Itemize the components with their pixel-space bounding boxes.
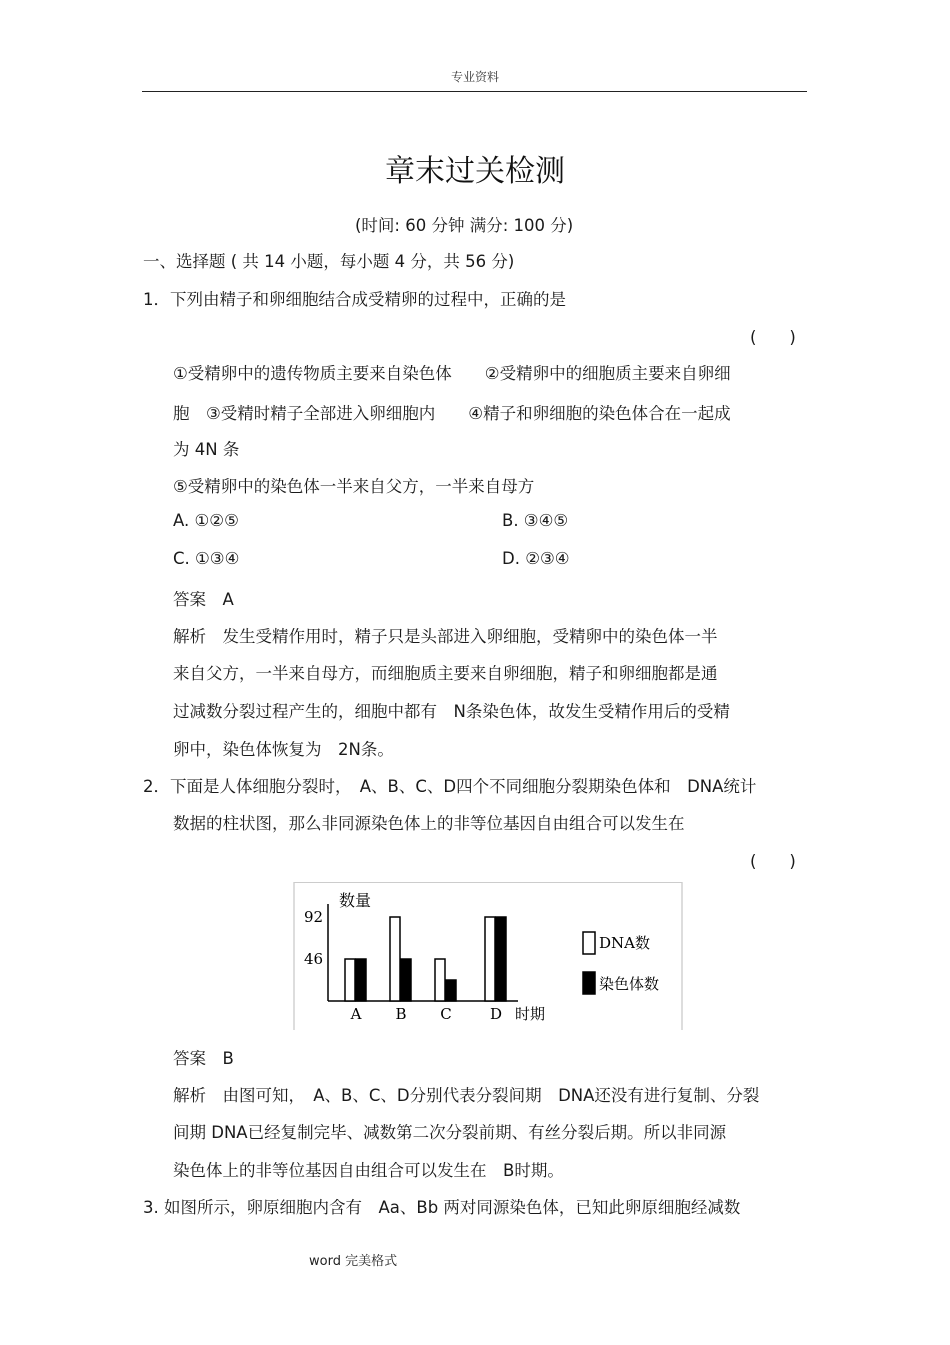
page-footer: word 完美格式 — [309, 1254, 398, 1269]
bar-chromosome — [496, 917, 506, 1001]
q1-option-b: B. ③④⑤ — [502, 511, 569, 530]
q1-statement-line: ①受精卵中的遗传物质主要来自染色体 ②受精卵中的细胞质主要来自卵细 — [173, 364, 731, 383]
q1-answer: 答案 A — [173, 590, 234, 609]
x-tick-label: A — [350, 1005, 362, 1023]
x-tick-label: B — [395, 1005, 407, 1023]
q1-explanation-line: 卵中，染色体恢复为 2N条。 — [173, 740, 394, 759]
page-title: 章末过关检测 — [385, 154, 565, 189]
bar-dna — [435, 959, 445, 1001]
legend-label-dna: DNA数 — [599, 934, 650, 952]
q2-explanation-line: 解析 由图可知， A、B、C、D分别代表分裂间期 DNA还没有进行复制、分裂 — [173, 1086, 760, 1105]
bar-chromosome — [356, 959, 366, 1001]
q2-stem: 2．下面是人体细胞分裂时， A、B、C、D四个不同细胞分裂期染色体和 DNA统计 — [143, 777, 757, 796]
exam-subtitle: (时间: 60 分钟 满分: 100 分) — [355, 216, 574, 235]
q1-statement-line: 为 4N 条 — [173, 440, 240, 459]
bar-chart-svg — [293, 882, 683, 1030]
header-rule — [142, 91, 807, 92]
q3-stem: 3. 如图所示，卵原细胞内含有 Aa、Bb 两对同源染色体，已知此卵原细胞经减数 — [143, 1198, 741, 1217]
q2-answer-bracket: ( ) — [750, 852, 796, 871]
q2-answer: 答案 B — [173, 1049, 234, 1068]
bar-chromosome — [401, 959, 411, 1001]
legend-swatch-dna — [583, 932, 595, 954]
q2-explanation-line: 间期 DNA已经复制完毕、减数第二次分裂前期、有丝分裂后期。所以非同源 — [173, 1123, 727, 1142]
legend-swatch-chromosome — [583, 972, 595, 994]
q1-statement-line: ⑤受精卵中的染色体一半来自父方，一半来自母方 — [173, 477, 535, 496]
q1-stem: 1．下列由精子和卵细胞结合成受精卵的过程中，正确的是 — [143, 290, 566, 309]
q1-explanation-line: 解析 发生受精作用时，精子只是头部进入卵细胞，受精卵中的染色体一半 — [173, 627, 718, 646]
chart-xlabel: 时期 — [515, 1005, 546, 1023]
q1-option-a: A. ①②⑤ — [173, 511, 239, 530]
bar-dna — [390, 917, 400, 1001]
q2-stem-continued: 数据的柱状图，那么非同源染色体上的非等位基因自由组合可以发生在 — [173, 814, 685, 833]
x-tick-label: D — [489, 1005, 503, 1023]
q1-statement-line: 胞 ③受精时精子全部进入卵细胞内 ④精子和卵细胞的染色体合在一起成 — [173, 404, 731, 423]
q1-explanation-line: 过减数分裂过程产生的，细胞中都有 N条染色体，故发生受精作用后的受精 — [173, 702, 730, 721]
bar-chromosome — [446, 980, 456, 1001]
page-header: 专业资料 — [450, 70, 499, 84]
chart-marks — [304, 908, 506, 1023]
legend-label-chromosome: 染色体数 — [599, 975, 660, 993]
y-tick-label: 92 — [304, 908, 324, 926]
bar-dna — [345, 959, 355, 1001]
q1-answer-bracket: ( ) — [750, 328, 796, 347]
chart-ylabel: 数量 — [339, 891, 372, 910]
q2-explanation-line: 染色体上的非等位基因自由组合可以发生在 B时期。 — [173, 1161, 564, 1180]
x-tick-label: C — [440, 1005, 452, 1023]
q1-explanation-line: 来自父方，一半来自母方，而细胞质主要来自卵细胞，精子和卵细胞都是通 — [173, 664, 718, 683]
q1-option-d: D. ②③④ — [502, 549, 570, 568]
y-tick-label: 46 — [304, 950, 324, 968]
bar-dna — [485, 917, 495, 1001]
q1-option-c: C. ①③④ — [173, 549, 240, 568]
section-heading: 一、选择题 ( 共 14 小题，每小题 4 分，共 56 分) — [143, 252, 515, 271]
bar-chart — [293, 882, 683, 1030]
